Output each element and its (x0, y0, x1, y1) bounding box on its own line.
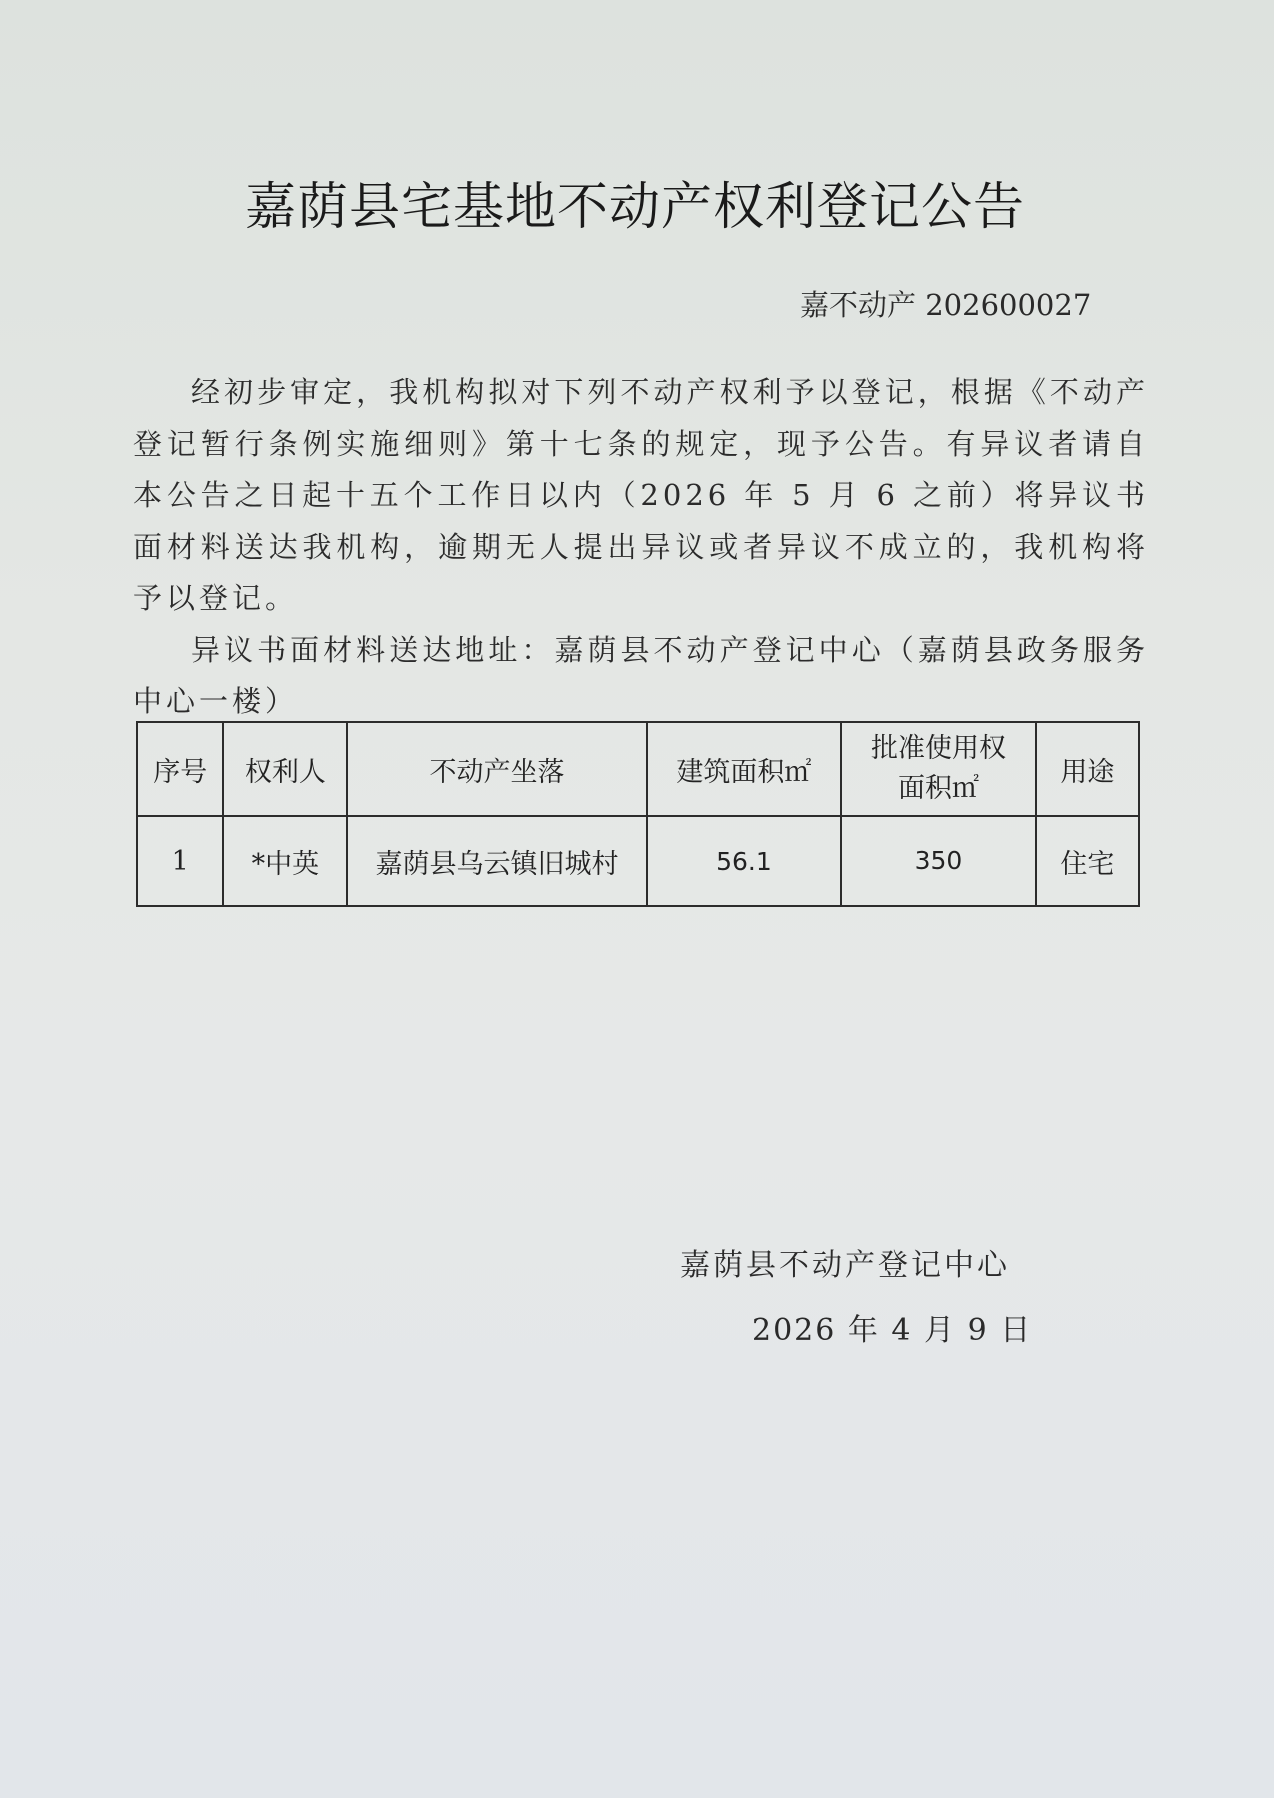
table-row (137, 816, 1139, 906)
header-use: 用途 (1036, 722, 1139, 816)
cell-holder: *中英 (223, 816, 347, 906)
header-seq: 序号 (137, 722, 223, 816)
header-holder: 权利人 (223, 722, 347, 816)
notice-title: 嘉荫县宅基地不动产权利登记公告 (244, 178, 1025, 237)
cell-seq: 1 (137, 816, 223, 906)
cell-location: 嘉荫县乌云镇旧城村 (347, 816, 646, 906)
cell-use: 住宅 (1036, 816, 1139, 906)
notice-body (133, 367, 1149, 728)
table-header-row (137, 722, 1139, 816)
header-location: 不动产坐落 (347, 722, 646, 816)
header-building-area: 建筑面积㎡ (647, 722, 842, 816)
document-number: 嘉不动产 202600027 (800, 288, 1092, 322)
signature-organization: 嘉荫县不动产登记中心 (680, 1248, 1010, 1283)
header-land-area-line2: 面积㎡ (897, 773, 979, 804)
notice-paragraph-2: 异议书面材料送达地址：嘉荫县不动产登记中心（嘉荫县政务服务中心一楼） (133, 632, 1149, 718)
cell-building-area: 56.1 (647, 816, 842, 906)
signature-date: 2026 年 4 月 9 日 (752, 1313, 1033, 1348)
registration-table (136, 721, 1140, 907)
notice-paragraph-1: 经初步审定，我机构拟对下列不动产权利予以登记，根据《不动产登记暂行条例实施细则》第十七条的规定，现予公告。有异议者请自本公告之日起十五个工作日以内（2026 年 5 月 6 之前）将异议书面材料送达我机构，逾期无人提出异议或者异议不成立的，我机构将予以登记。 (133, 375, 1149, 615)
cell-land-area: 350 (841, 816, 1036, 906)
header-land-area (841, 722, 1036, 816)
header-land-area-line1: 批准使用权 (870, 733, 1006, 764)
